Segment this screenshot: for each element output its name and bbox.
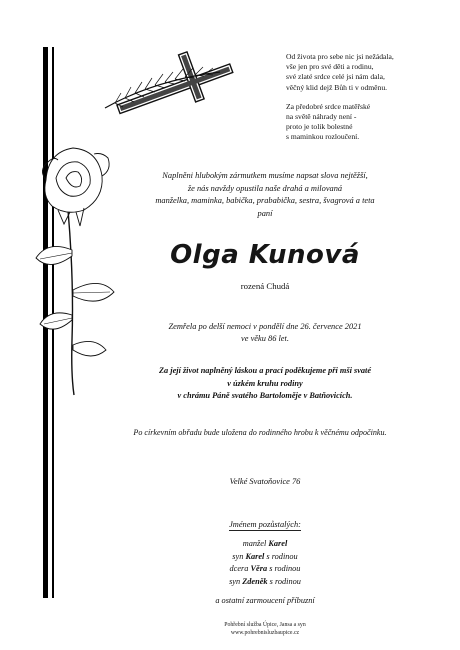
mass-notice: [100, 365, 430, 403]
survivor-suffix: s rodinou: [269, 564, 301, 573]
footer-website: www.pohrebnisluzbaupice.cz: [230, 629, 300, 636]
survivor-entry: [110, 538, 420, 551]
survivor-entry: [110, 551, 420, 564]
survivor-relation: syn: [232, 551, 244, 561]
mass-line: Za její život naplněný láskou a prací poděkujeme při mši svaté: [158, 366, 372, 375]
survivor-relation: syn: [229, 576, 241, 586]
mass-line: v chrámu Páně svatého Bartoloměje v Batňovicích.: [177, 391, 353, 400]
poem-stanza-2: [286, 102, 436, 143]
survivors-heading-text: Jménem pozůstalých:: [229, 520, 301, 529]
poem-line: s maminkou rozloučení.: [286, 132, 360, 142]
poem-stanza-1: [286, 52, 436, 93]
deceased-name: Olga Kunová: [170, 240, 360, 270]
memorial-poem: [286, 52, 436, 152]
intro-line: Naplněni hlubokým zármutkem musíme napsat slova nejtěžší,: [162, 171, 368, 180]
family-address: Velké Svatoňovice 76: [229, 477, 301, 486]
rose-illustration-icon: [28, 140, 118, 400]
survivor-name: Zdeněk: [242, 576, 268, 586]
survivor-name: Karel: [268, 539, 288, 548]
survivors-list: [110, 538, 420, 588]
mass-line: v úzkém kruhu rodiny: [227, 378, 303, 388]
intro-line: paní: [257, 208, 273, 218]
footer-company: Pohřební služba Úpice, Jansa a syn: [224, 622, 306, 628]
maiden-name: rozená Chudá: [240, 281, 290, 291]
poem-line: své zlaté srdce celé jsi nám dala,: [286, 72, 385, 82]
death-line: ve věku 86 let.: [241, 334, 289, 343]
poem-line: na světě náhrady není -: [286, 112, 357, 122]
burial-notice: Po církevním obřadu bude uložena do rodinného hrobu k věčnému odpočinku.: [133, 428, 387, 437]
death-line: Zemřela po delší nemoci v pondělí dne 26. července 2021: [168, 322, 362, 331]
survivor-suffix: s rodinou: [269, 576, 301, 586]
announcement-intro: [120, 170, 410, 220]
survivor-suffix: s rodinou: [266, 551, 298, 561]
survivor-entry: [110, 576, 420, 589]
poem-line: Od života pro sebe nic jsi nežádala,: [286, 52, 394, 61]
survivor-name: Věra: [250, 564, 268, 573]
survivor-entry: [110, 563, 420, 576]
survivor-relation: manžel: [242, 539, 267, 548]
funeral-service-footer: [110, 622, 420, 637]
poem-line: Za předobré srdce matěřské: [286, 101, 371, 111]
intro-line: že nás navždy opustila naše drahá a milovaná: [187, 183, 343, 193]
intro-line: manželka, maminka, babička, prababička, sestra, švagrová a teta: [155, 196, 375, 206]
survivors-heading: [110, 520, 420, 529]
poem-line: vše jen pro své děti a rodinu,: [286, 62, 374, 72]
survivor-name: Karel: [245, 551, 265, 561]
survivor-relation: dcera: [229, 564, 249, 573]
poem-line: věčný klid dejž Bůh ti v odměnu.: [286, 82, 388, 92]
death-notice: [110, 321, 420, 345]
other-relatives: a ostatní zarmoucení příbuzní: [215, 596, 315, 605]
cross-with-palm-icon: [95, 50, 245, 120]
poem-line: proto je tolik bolestné: [286, 122, 353, 132]
